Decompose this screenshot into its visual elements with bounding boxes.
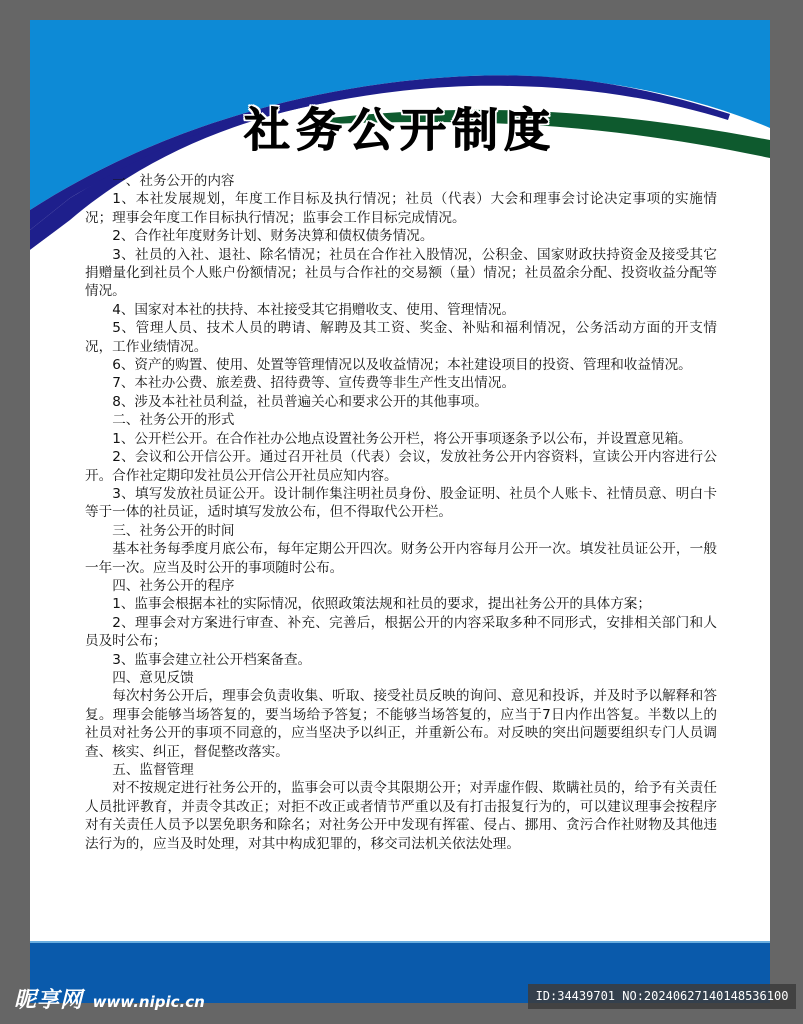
watermark-url: www.nipic.cn <box>92 993 205 1011</box>
paragraph: 对不按规定进行社务公开的，监事会可以责令其限期公开；对弄虚作假、欺瞒社员的，给予有关责任人员批评教育，并责令其改正；对拒不改正或者情节严重以及有打击报复行为的，可以建议理事会按程序对有关责任人员予以罢免职务和除名；对社务公开中发现有挥霍、侵占、挪用、贪污合作社财物及其他违法行为的，应当及时处理，对其中构成犯罪的，移交司法机关依法处理。 <box>85 780 717 852</box>
paragraph: 3、填写发放社员证公开。设计制作集注明社员身份、股金证明、社员个人账卡、社情员意、明白卡等于一体的社员证，适时填写发放公布，但不得取代公开栏。 <box>85 485 717 521</box>
paragraph: 4、国家对本社的扶持、本社接受其它捐赠收支、使用、管理情况。 <box>112 301 516 318</box>
image-id-badge: ID:34439701 NO:20240627140148536100 <box>528 984 796 1009</box>
paragraph: 2、会议和公开信公开。通过召开社员（代表）会议，发放社务公开内容资料，宣读公开内容进行公开。合作社定期印发社员公开信公开社员应知内容。 <box>85 449 717 484</box>
paragraph: 6、资产的购置、使用、处置等管理情况以及收益情况；本社建设项目的投资、管理和收益情况。 <box>112 357 692 374</box>
paragraph: 8、涉及本社社员利益，社员普遍关心和要求公开的其他事项。 <box>112 393 488 410</box>
paragraph: 3、社员的入社、退社、除名情况；社员在合作社入股情况，公积金、国家财政扶持资金及接受其它捐赠量化到社员个人账户份额情况；社员与合作社的交易额（量）情况；社员盈余分配、投资收益分配等情况。 <box>85 246 717 300</box>
paragraph: 2、合作社年度财务计划、财务决算和债权债务情况。 <box>112 228 434 245</box>
watermark-logo: 昵享网 <box>14 988 84 1013</box>
section-heading: 一、社务公开的内容 <box>112 173 235 189</box>
site-watermark <box>14 983 205 1014</box>
paragraph: 1、公开栏公开。在合作社办公地点设置社务公开栏，将公开事项逐条予以公布，并设置意见箱。 <box>112 430 692 447</box>
paragraph: 7、本社办公费、旅差费、招待费等、宣传费等非生产性支出情况。 <box>112 375 516 392</box>
paragraph: 2、理事会对方案进行审查、补充、完善后，根据公开的内容采取多种不同形式，安排相关部门和人员及时公布； <box>85 614 717 650</box>
paragraph: 1、本社发展规划，年度工作目标及执行情况；社员（代表）大会和理事会讨论决定事项的实施情况；理事会年度工作目标执行情况；监事会工作目标完成情况。 <box>85 191 717 226</box>
section-heading: 四、意见反馈 <box>112 669 194 686</box>
paragraph: 3、监事会建立社公开档案备查。 <box>112 651 312 668</box>
notice-poster <box>30 20 770 1003</box>
page-title: 社务公开制度 <box>244 103 556 157</box>
section-heading: 三、社务公开的时间 <box>112 522 235 539</box>
paragraph: 5、管理人员、技术人员的聘请、解聘及其工资、奖金、补贴和福利情况，公务活动方面的开支情况，工作业绩情况。 <box>85 320 717 355</box>
paragraph: 每次村务公开后，理事会负责收集、听取、接受社员反映的询问、意见和投诉，并及时予以解释和答复。理事会能够当场答复的，要当场给予答复；不能够当场答复的，应当于7日内作出答复。半数以上的社员对社务公开的事项不同意的，应当坚决予以纠正，并重新公布。对反映的突出问题要组织专门人员调查、核实、纠正，督促整改落实。 <box>85 688 717 760</box>
regulation-body <box>85 172 717 853</box>
section-heading: 四、社务公开的程序 <box>112 577 235 594</box>
section-heading: 五、监督管理 <box>112 762 194 778</box>
section-heading: 二、社务公开的形式 <box>112 412 235 429</box>
paragraph: 基本社务每季度月底公布，每年定期公开四次。财务公开内容每月公开一次。填发社员证公开，一般一年一次。应当及时公开的事项随时公布。 <box>85 541 717 576</box>
paragraph: 1、监事会根据本社的实际情况，依照政策法规和社员的要求，提出社务公开的具体方案； <box>112 596 651 613</box>
